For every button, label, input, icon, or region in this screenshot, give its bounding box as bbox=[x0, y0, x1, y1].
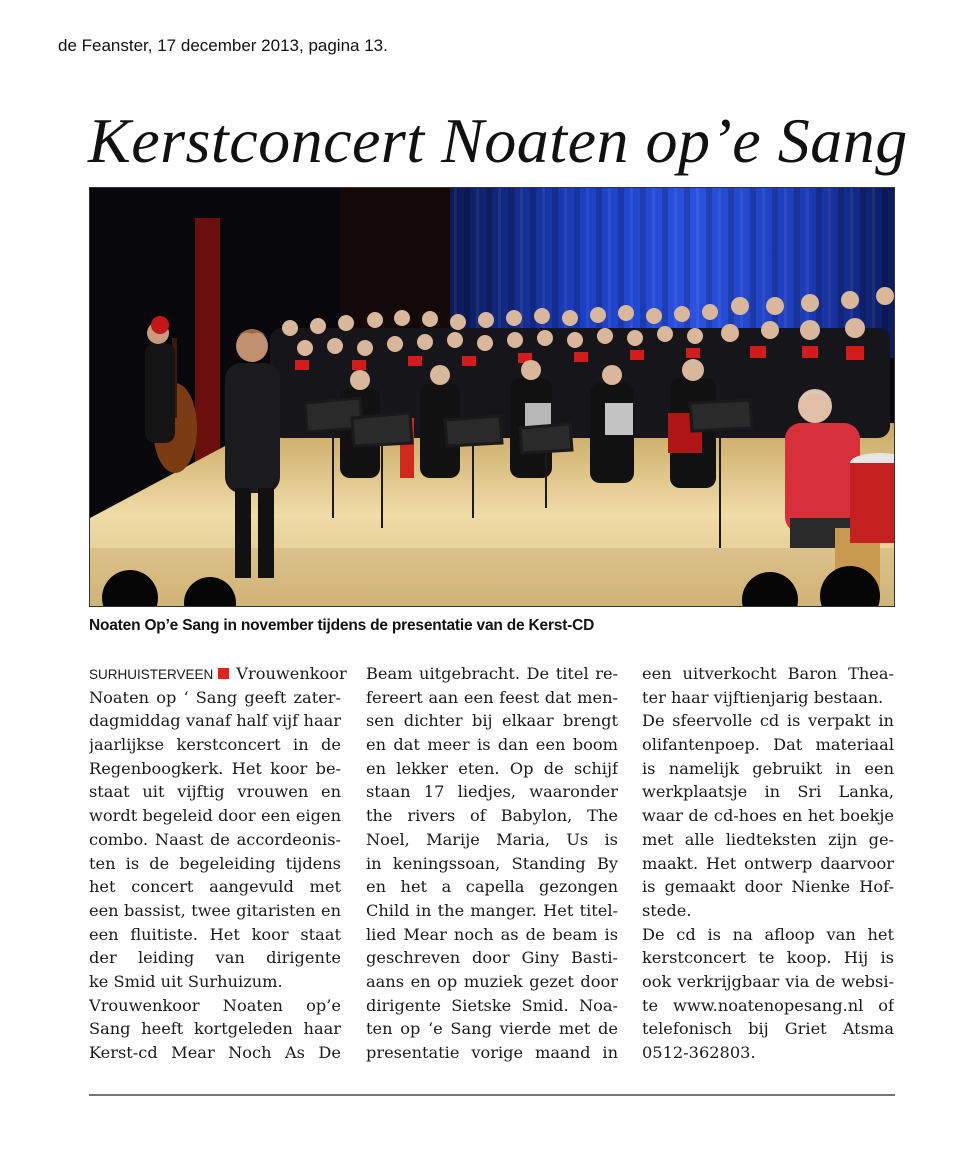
column-line: 0512-362803. bbox=[642, 1043, 756, 1062]
column-line-text: Vrouwenkoor bbox=[236, 664, 347, 683]
column-line: lied Mear noch as de beam is bbox=[366, 924, 618, 944]
column-line: sen dichter bij elkaar brengt bbox=[366, 711, 618, 731]
column-line: met alle liedteksten zijn ge- bbox=[642, 829, 894, 849]
column-line: ten op ‘e Sang vierde met de bbox=[366, 1019, 618, 1039]
column-line: ook verkrijgbaar via de websi- bbox=[642, 971, 894, 991]
headline: Kerstconcert Noaten op’e Sang bbox=[88, 105, 908, 176]
concert-photo bbox=[89, 187, 895, 607]
dateline: SURHUISTERVEEN bbox=[89, 667, 214, 682]
column-line: Kerst-cd Mear Noch As De bbox=[89, 1043, 341, 1062]
column-line: jaarlijkse kerstconcert in de bbox=[89, 735, 341, 755]
column-line: der leiding van dirigente bbox=[89, 948, 341, 968]
column-line: een bassist, twee gitaristen en bbox=[89, 900, 341, 920]
column-line: waar de cd-hoes en het boekje bbox=[642, 806, 894, 826]
column-line: kerstconcert te koop. Hij is bbox=[642, 948, 894, 968]
column-line: Vrouwenkoor Noaten op’e bbox=[89, 995, 341, 1015]
column-line: De cd is na afloop van het bbox=[642, 924, 894, 944]
column-line: geschreven door Giny Basti- bbox=[366, 948, 618, 968]
bullet-square-icon bbox=[218, 668, 229, 679]
column-line: en lekker eten. Op de schijf bbox=[366, 758, 618, 778]
column-line: fereert aan een feest dat men- bbox=[366, 687, 618, 707]
column-line: ten is de begeleiding tijdens bbox=[89, 853, 341, 873]
source-line: de Feanster, 17 december 2013, pagina 13. bbox=[58, 36, 388, 55]
column-line: en het a capella gezongen bbox=[366, 877, 618, 897]
photo-caption: Noaten Op’e Sang in november tijdens de presentatie van de Kerst-CD bbox=[89, 617, 595, 634]
column-line: telefonisch bij Griet Atsma bbox=[642, 1019, 894, 1039]
column-line: Child in the manger. Het titel- bbox=[366, 900, 618, 920]
article-column-1 bbox=[89, 662, 347, 1065]
column-line: in keningssoan, Standing By bbox=[366, 853, 618, 873]
column-line: te www.noatenopesang.nl of bbox=[642, 995, 894, 1015]
bottom-divider bbox=[89, 1094, 895, 1096]
column-line: dirigente Sietske Smid. Noa- bbox=[366, 995, 618, 1015]
column-line: ter haar vijftienjarig bestaan. bbox=[642, 687, 884, 707]
column-line: Sang heeft kortgeleden haar bbox=[89, 1019, 341, 1039]
column-line bbox=[89, 662, 347, 686]
column-line: is gemaakt door Nienke Hof- bbox=[642, 877, 894, 897]
column-line: staan 17 liedjes, waaronder bbox=[366, 782, 618, 802]
column-line: wordt begeleid door een eigen bbox=[89, 806, 341, 826]
column-line: Regenboogkerk. Het koor be- bbox=[89, 758, 341, 778]
column-line: werkplaatsje in Sri Lanka, bbox=[642, 782, 894, 802]
article-column-2 bbox=[366, 662, 618, 1065]
column-line: Noaten op ‘ Sang geeft zater- bbox=[89, 687, 341, 707]
column-line: olifantenpoep. Dat materiaal bbox=[642, 735, 894, 755]
column-line: ke Smid uit Surhuizum. bbox=[89, 971, 283, 991]
article-column-3 bbox=[642, 662, 894, 1065]
column-line: maakt. Het ontwerp daarvoor bbox=[642, 853, 894, 873]
column-line: en dat meer is dan een boom bbox=[366, 735, 618, 755]
column-line: het concert aangevuld met bbox=[89, 877, 341, 897]
column-line: stede. bbox=[642, 900, 692, 920]
column-line: Beam uitgebracht. De titel re- bbox=[366, 664, 618, 683]
column-line: aans en op muziek gezet door bbox=[366, 971, 618, 991]
column-line: the rivers of Babylon, The bbox=[366, 806, 618, 826]
column-line: combo. Naast de accordeonis- bbox=[89, 829, 341, 849]
column-line: een uitverkocht Baron Thea- bbox=[642, 664, 894, 683]
column-line: dagmiddag vanaf half vijf haar bbox=[89, 711, 341, 731]
column-line: staat uit vijftig vrouwen en bbox=[89, 782, 341, 802]
column-line: Noel, Marije Maria, Us is bbox=[366, 829, 618, 849]
column-line: een fluitiste. Het koor staat bbox=[89, 924, 341, 944]
column-line: De sfeervolle cd is verpakt in bbox=[642, 711, 894, 731]
column-line: is namelijk gebruikt in een bbox=[642, 758, 894, 778]
concert-photo-illustration bbox=[90, 188, 895, 607]
column-line: presentatie vorige maand in bbox=[366, 1043, 618, 1062]
